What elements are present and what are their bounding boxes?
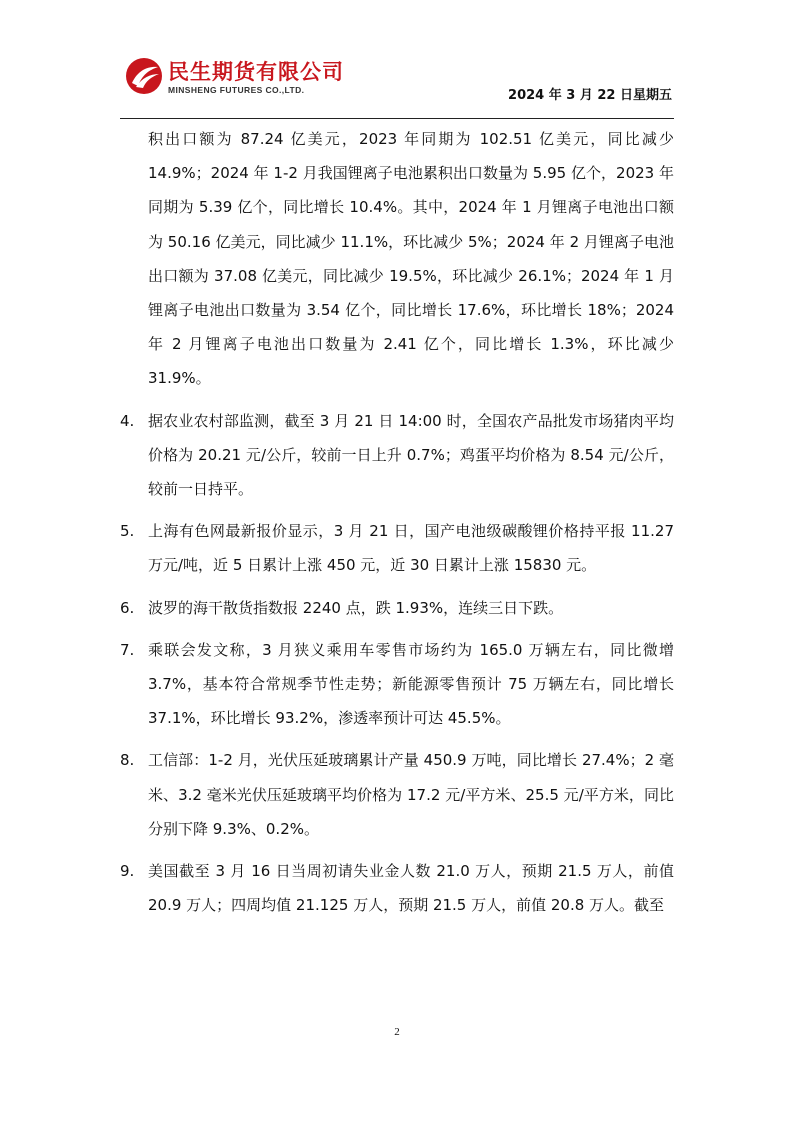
list-item [120, 743, 674, 846]
list-item-number: 9. [120, 862, 135, 881]
minsheng-logo-icon [124, 56, 164, 96]
list-item-text: 波罗的海干散货指数报 2240 点，跌 1.93%，连续三日下跌。 [148, 598, 564, 617]
list-item-number [120, 122, 148, 396]
list-item-continued [120, 122, 674, 396]
list-item [120, 854, 674, 922]
list-item-text: 积出口额为 87.24 亿美元，2023 年同期为 102.51 亿美元，同比减少 14.9%；2024 年 1-2 月我国锂离子电池累积出口数量为 5.95 亿个，2023 年同期为 5.39 亿个，同比增长 10.4%。其中，2024 年 1 月锂离子电池出口额为 50.16 亿美元，同比减少 11.1%，环比减少 5%；2024 年 2 月锂离子电池出口额为 37.08 亿美元，同比减少 19.5%，环比减少 26.1%；2024 年 1 月锂离子电池出口数量为 3.54 亿个，同比增长 17.6%，环比增长 18%；2024 年 2 月锂离子电池出口数量为 2.41 亿个，同比增长 1.3%，环比减少 31.9%。 [148, 130, 674, 388]
list-item [120, 591, 674, 625]
list-item [120, 514, 674, 582]
list-item [120, 404, 674, 507]
list-item-number: 7. [120, 640, 135, 659]
list-item-text: 乘联会发文称，3 月狭义乘用车零售市场约为 165.0 万辆左右，同比微增 3.7%，基本符合常规季节性走势；新能源零售预计 75 万辆左右，同比增长 37.1%，环比增长 93.2%，渗透率预计可达 45.5%。 [148, 640, 674, 728]
company-name-cn: 民生期货有限公司 [168, 60, 344, 84]
list-item-text: 工信部：1-2 月，光伏压延玻璃累计产量 450.9 万吨，同比增长 27.4%；2 毫米、3.2 毫米光伏压延玻璃平均价格为 17.2 元/平方米、25.5 元/平方米，同比分别下降 9.3%、0.2%。 [148, 751, 674, 838]
list-item-number: 5. [120, 522, 135, 541]
company-name-en: MINSHENG FUTURES CO.,LTD. [168, 85, 305, 95]
header-divider [120, 118, 674, 119]
list-item-text: 据农业农村部监测，截至 3 月 21 日 14:00 时，全国农产品批发市场猪肉平均价格为 20.21 元/公斤，较前一日上升 0.7%；鸡蛋平均价格为 8.54 元/公斤，较前一日持平。 [148, 411, 674, 499]
list-item-number: 6. [120, 598, 135, 617]
page-number: 2 [394, 1026, 400, 1038]
list-item [120, 633, 674, 736]
report-body [120, 122, 674, 922]
list-item-text: 上海有色网最新报价显示，3 月 21 日，国产电池级碳酸锂价格持平报 11.27 万元/吨，近 5 日累计上涨 450 元，近 30 日累计上涨 15830 元。 [148, 522, 674, 575]
report-date: 2024 年 3 月 22 日星期五 [508, 88, 672, 103]
list-item-number: 4. [120, 411, 135, 430]
list-item-text: 美国截至 3 月 16 日当周初请失业金人数 21.0 万人，预期 21.5 万人，前值 20.9 万人；四周均值 21.125 万人，预期 21.5 万人，前值 20.8 万人。截至 [148, 862, 674, 915]
list-item-number: 8. [120, 751, 135, 770]
